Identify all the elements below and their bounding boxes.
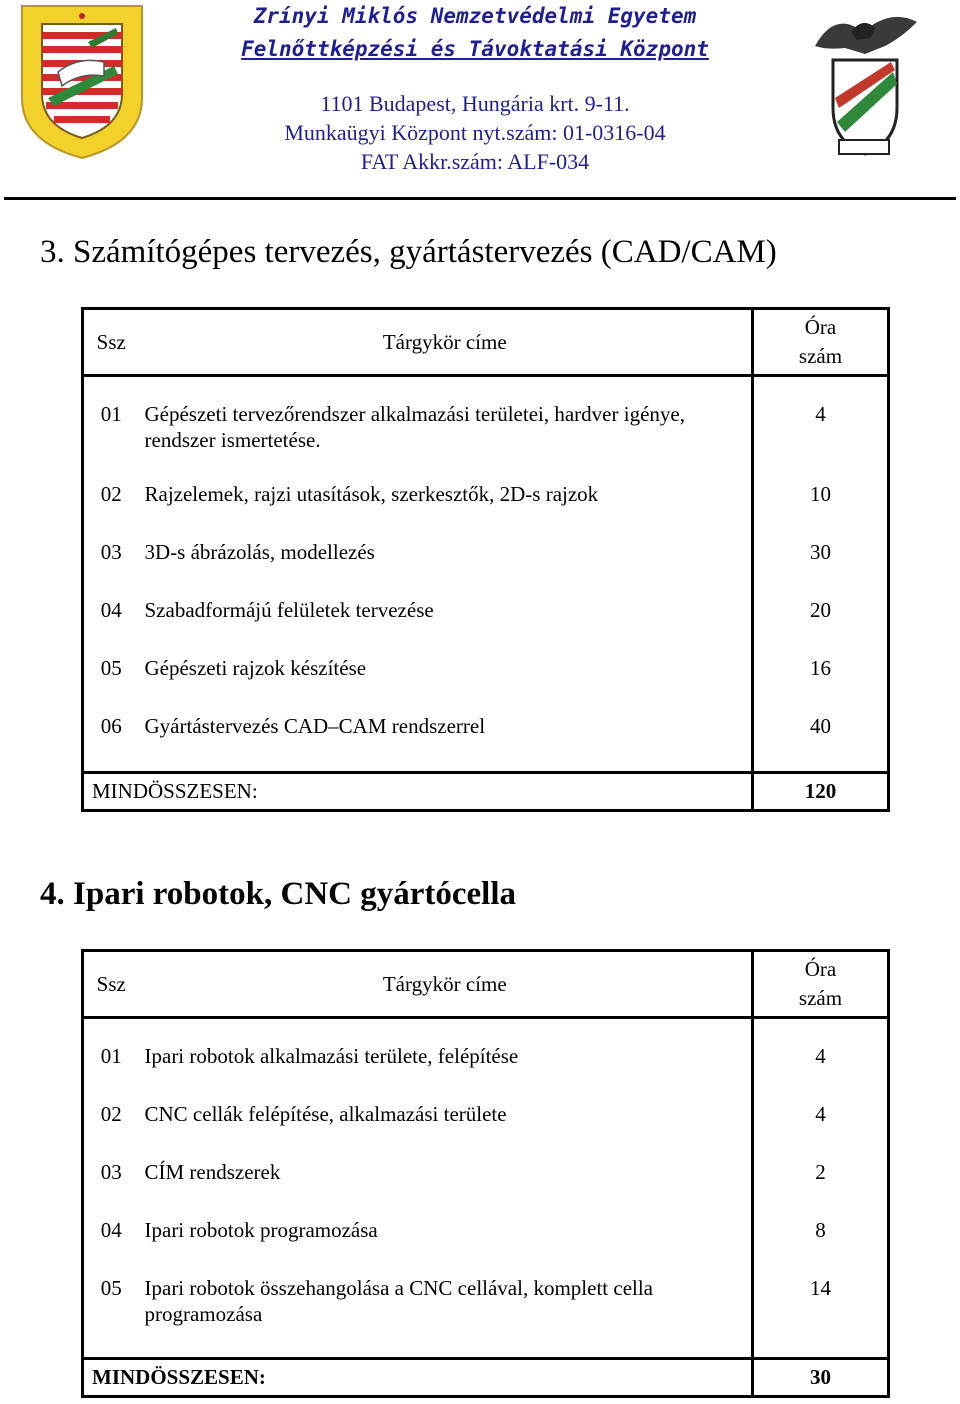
row-number: 05 — [83, 655, 139, 713]
university-emblem-logo — [18, 2, 146, 160]
page-header — [0, 0, 960, 200]
row-topic: 3D-s ábrázolás, modellezés — [144, 540, 375, 564]
row-number: 04 — [83, 597, 139, 655]
total-label: MINDÖSSZESEN: — [83, 1359, 753, 1397]
row-topic: Ipari robotok összehangolása a CNC cellával, komplett cella programozása — [144, 1276, 654, 1326]
section-title-robots: 4. Ipari robotok, CNC gyártócella — [40, 876, 517, 912]
row-hours: 30 — [753, 539, 889, 597]
row-topic: Ipari robotok alkalmazási területe, felépítése — [144, 1044, 519, 1068]
eagle-crest-logo — [805, 2, 923, 164]
table-row — [83, 1101, 889, 1159]
institution-header — [150, 0, 800, 176]
registration-number: Munkaügyi Központ nyt.szám: 01-0316-04 — [284, 120, 666, 145]
column-header-topic: Tárgykör címe — [139, 951, 753, 1018]
row-topic: Gyártástervezés CAD–CAM rendszerrel — [144, 714, 486, 738]
row-hours: 16 — [753, 655, 889, 713]
column-header-ssz: Ssz — [83, 309, 139, 376]
total-row — [83, 773, 889, 811]
row-hours: 2 — [753, 1159, 889, 1217]
cad-cam-topics-table — [81, 307, 890, 812]
row-topic: Ipari robotok programozása — [144, 1218, 378, 1242]
row-hours: 8 — [753, 1217, 889, 1275]
table-row — [83, 1217, 889, 1275]
row-topic: Gépészeti rajzok készítése — [144, 656, 367, 680]
table-row — [83, 539, 889, 597]
table-row — [83, 713, 889, 773]
row-hours: 4 — [753, 1101, 889, 1159]
institution-address: 1101 Budapest, Hungária krt. 9-11. — [320, 91, 630, 116]
row-number: 02 — [83, 1101, 139, 1159]
column-header-ssz: Ssz — [83, 951, 139, 1018]
institution-center: Felnőttképzési és Távoktatási Központ — [241, 37, 709, 61]
row-topic: Rajzelemek, rajzi utasítások, szerkesztők, 2D-s rajzok — [144, 482, 599, 506]
total-value: 30 — [753, 1359, 889, 1397]
column-header-hours: Óra szám — [753, 951, 889, 1018]
row-number: 01 — [83, 1018, 139, 1102]
table-header-row — [83, 951, 889, 1018]
table-row — [83, 376, 889, 482]
row-topic: CNC cellák felépítése, alkalmazási területe — [144, 1102, 507, 1126]
row-topic: Szabadformájú felületek tervezése — [144, 598, 434, 622]
row-number: 04 — [83, 1217, 139, 1275]
table-row — [83, 597, 889, 655]
total-row — [83, 1359, 889, 1397]
row-hours: 20 — [753, 597, 889, 655]
total-value: 120 — [753, 773, 889, 811]
section-title-cad-cam: 3. Számítógépes tervezés, gyártástervezés (CAD/CAM) — [40, 234, 777, 270]
row-hours: 40 — [753, 713, 889, 773]
row-hours: 10 — [753, 481, 889, 539]
institution-name: Zrínyi Miklós Nemzetvédelmi Egyetem — [253, 4, 697, 28]
row-hours: 4 — [753, 376, 889, 482]
robot-topics-table — [81, 949, 890, 1398]
column-header-topic: Tárgykör címe — [139, 309, 753, 376]
table-header-row — [83, 309, 889, 376]
header-divider — [4, 197, 956, 200]
row-number: 03 — [83, 1159, 139, 1217]
row-hours: 14 — [753, 1275, 889, 1359]
table-row — [83, 1275, 889, 1359]
column-header-hours: Óra szám — [753, 309, 889, 376]
row-number: 05 — [83, 1275, 139, 1359]
total-label: MINDÖSSZESEN: — [83, 773, 753, 811]
table-row — [83, 1159, 889, 1217]
row-hours: 4 — [753, 1018, 889, 1102]
row-number: 01 — [83, 376, 139, 482]
table-row — [83, 1018, 889, 1102]
row-topic: CÍM rendszerek — [144, 1160, 281, 1184]
table-row — [83, 655, 889, 713]
row-number: 03 — [83, 539, 139, 597]
row-topic: Gépészeti tervezőrendszer alkalmazási területei, hardver igénye, rendszer ismertetése. — [144, 402, 685, 452]
table-row — [83, 481, 889, 539]
accreditation-number: FAT Akkr.szám: ALF-034 — [360, 149, 590, 174]
row-number: 02 — [83, 481, 139, 539]
row-number: 06 — [83, 713, 139, 773]
